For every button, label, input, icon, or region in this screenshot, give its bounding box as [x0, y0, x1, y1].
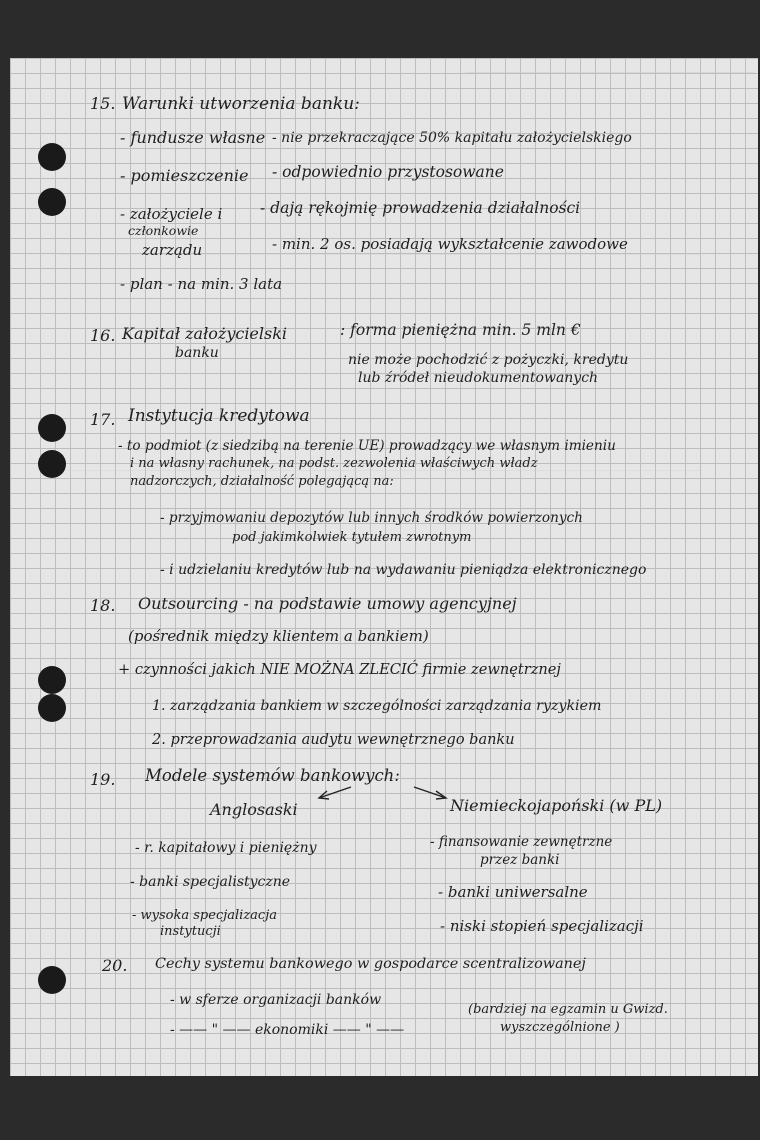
s15-item1-desc: - nie przekraczające 50% kapitału założycielskiego: [272, 130, 632, 146]
s15-item4: - plan - na min. 3 lata: [120, 275, 283, 293]
section-19-title: Modele systemów bankowych:: [145, 766, 400, 785]
section-16-title-a: Kapitał założycielski: [122, 324, 288, 343]
s17-sub2: - i udzielaniu kredytów lub na wydawaniu pieniądza elektronicznego: [160, 562, 647, 578]
s19-left-item2: - banki specjalistyczne: [130, 874, 291, 890]
binder-hole: [38, 414, 66, 442]
s18-paren: (pośrednik między klientem a bankiem): [128, 627, 429, 645]
s20-note-b: wyszczególnione ): [500, 1020, 620, 1035]
binder-hole: [38, 143, 66, 171]
s15-item3-desc-b: - min. 2 os. posiadają wykształcenie zawodowe: [272, 235, 628, 253]
s15-item1-term: - fundusze własne: [120, 128, 266, 147]
s17-line3: nadzorczych, działalność polegającą na:: [130, 474, 394, 489]
s18-line: + czynności jakich NIE MOŻNA ZLECIĆ firmie zewnętrznej: [118, 661, 561, 678]
section-19-number: 19.: [90, 770, 116, 789]
binder-hole: [38, 450, 66, 478]
notebook-page: [10, 58, 758, 1076]
s19-right-item2: - banki uniwersalne: [438, 883, 588, 901]
s19-left-item1: - r. kapitałowy i pieniężny: [135, 840, 317, 856]
s19-right-item3: - niski stopień specjalizacji: [440, 917, 644, 935]
section-15-title: Warunki utworzenia banku:: [122, 94, 360, 114]
s16-desc-c: lub źródeł nieudokumentowanych: [358, 370, 599, 386]
section-15-number: 15.: [90, 94, 116, 113]
s19-left-head: Anglosaski: [210, 800, 298, 819]
section-20-number: 20.: [102, 956, 128, 975]
s15-item3-term-a: - założyciele i: [120, 205, 223, 223]
section-16-title-b: banku: [175, 345, 219, 361]
arrow-left-icon: [315, 784, 355, 802]
s17-sub1-b: pod jakimkolwiek tytułem zwrotnym: [232, 530, 472, 545]
s16-desc-b: nie może pochodzić z pożyczki, kredytu: [348, 352, 629, 368]
s15-item3-desc-a: - dają rękojmię prowadzenia działalności: [260, 199, 581, 217]
s20-item1: - w sferze organizacji banków: [170, 992, 382, 1008]
s19-left-item3-b: instytucji: [160, 924, 221, 939]
s19-right-item1-b: przez banki: [480, 852, 560, 868]
section-17-title: Instytucja kredytowa: [128, 406, 310, 426]
s20-item2: - —— " —— ekonomiki —— " ——: [170, 1022, 405, 1038]
section-20-title: Cechy systemu bankowego w gospodarce scentralizowanej: [155, 956, 586, 972]
s17-sub1-a: - przyjmowaniu depozytów lub innych środków powierzonych: [160, 510, 583, 526]
s17-line1: - to podmiot (z siedzibą na terenie UE) prowadzący we własnym imieniu: [118, 438, 616, 454]
section-17-number: 17.: [90, 410, 116, 429]
arrow-right-icon: [410, 784, 450, 802]
section-16-number: 16.: [90, 326, 116, 345]
s16-desc-a: : forma pieniężna min. 5 mln €: [340, 321, 581, 339]
s15-item2-desc: - odpowiednio przystosowane: [272, 163, 504, 181]
s17-line2: i na własny rachunek, na podst. zezwolenia właściwych władz: [130, 456, 538, 471]
s15-item2-term: - pomieszczenie: [120, 166, 249, 185]
s18-item2: 2. przeprowadzania audytu wewnętrznego banku: [152, 732, 515, 748]
s19-left-item3-a: - wysoka specjalizacja: [132, 908, 277, 923]
s19-right-head: Niemieckojapoński (w PL): [450, 796, 663, 815]
section-18-title: Outsourcing - na podstawie umowy agencyjnej: [138, 594, 517, 613]
s15-item3-term-b: członkowie: [128, 223, 199, 238]
s15-item3-term-c: zarządu: [142, 241, 203, 259]
s20-note-a: (bardziej na egzamin u Gwizd.: [468, 1002, 668, 1017]
binder-hole: [38, 694, 66, 722]
show-through-text: [465, 72, 755, 113]
s18-item1: 1. zarządzania bankiem w szczególności zarządzania ryzykiem: [152, 698, 602, 714]
section-18-number: 18.: [90, 596, 116, 615]
binder-hole: [38, 966, 66, 994]
binder-hole: [38, 666, 66, 694]
binder-hole: [38, 188, 66, 216]
s19-right-item1-a: - finansowanie zewnętrzne: [430, 834, 613, 850]
